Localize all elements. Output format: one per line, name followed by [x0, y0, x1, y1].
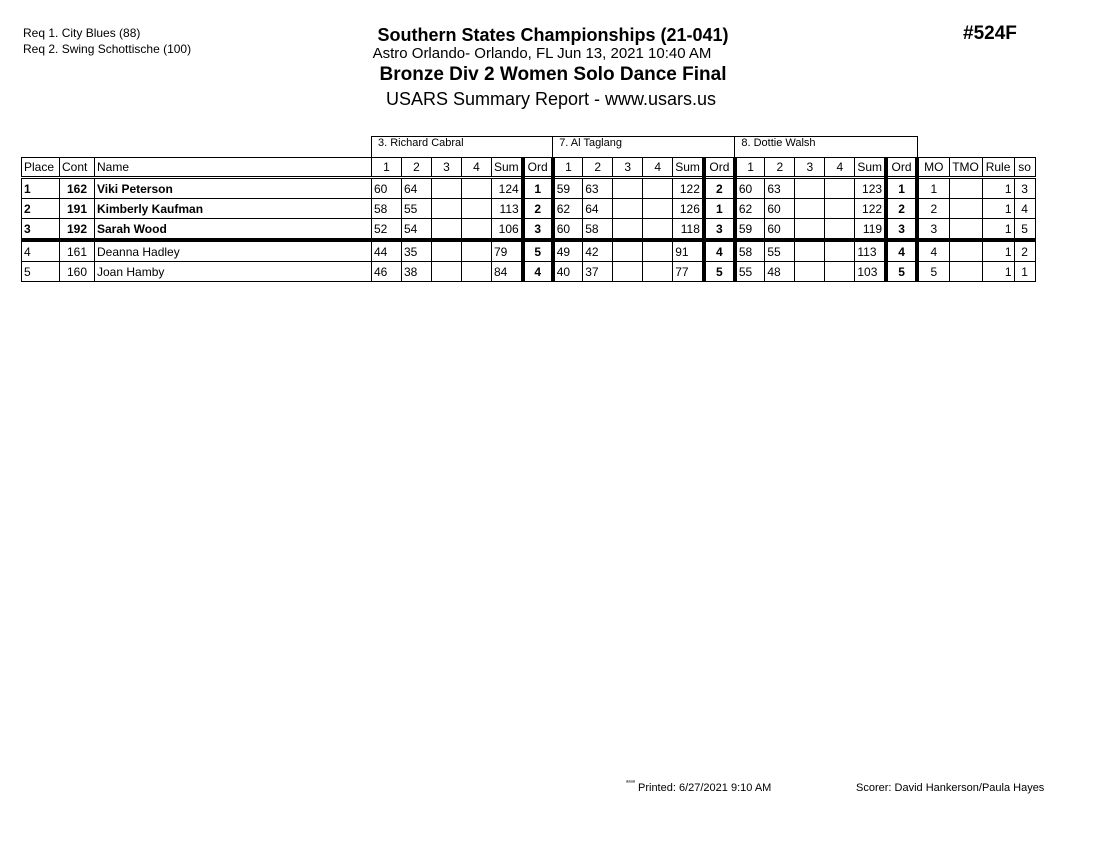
name-cell: Joan Hamby	[95, 262, 372, 282]
col-mo: MO	[917, 158, 949, 178]
j3-sum-cell: 123	[855, 178, 886, 199]
j1-score2-cell: 38	[402, 262, 432, 282]
name-cell: Sarah Wood	[95, 219, 372, 241]
col-j2-s1: 1	[553, 158, 583, 178]
j2-score1-cell: 59	[553, 178, 583, 199]
j3-score3-cell	[795, 199, 825, 219]
j1-score2-cell: 54	[402, 219, 432, 241]
results-body	[22, 178, 1036, 282]
j3-score3-cell	[795, 178, 825, 199]
j2-score2-cell: 42	[583, 240, 613, 262]
rule-cell: 1	[982, 240, 1014, 262]
mo-cell: 5	[917, 262, 949, 282]
col-j1-s4: 4	[462, 158, 492, 178]
col-j1-sum: Sum	[492, 158, 523, 178]
j1-ordinal-cell: 2	[523, 199, 553, 219]
col-j1-s3: 3	[432, 158, 462, 178]
j2-score3-cell	[613, 178, 643, 199]
column-header-row	[22, 158, 1036, 178]
col-j1-s2: 2	[402, 158, 432, 178]
j1-score3-cell	[432, 219, 462, 241]
judge-3-name: 8. Dottie Walsh	[735, 137, 917, 158]
j3-ordinal-cell: 3	[886, 219, 917, 241]
judge-header-row	[22, 137, 1036, 158]
col-j2-s2: 2	[583, 158, 613, 178]
j1-score1-cell: 46	[372, 262, 402, 282]
col-rule: Rule	[982, 158, 1014, 178]
col-j2-sum: Sum	[673, 158, 704, 178]
name-cell: Deanna Hadley	[95, 240, 372, 262]
name-cell: Viki Peterson	[95, 178, 372, 199]
competition-title-text: Southern States Championships (21-041)	[377, 25, 729, 45]
judge-2-name: 7. Al Taglang	[553, 137, 735, 158]
j1-ordinal-cell: 1	[523, 178, 553, 199]
j2-score1-cell: 60	[553, 219, 583, 241]
j3-score4-cell	[825, 178, 855, 199]
tmo-cell	[949, 240, 982, 262]
j3-score2-cell: 60	[765, 199, 795, 219]
j2-score4-cell	[643, 178, 673, 199]
j3-score3-cell	[795, 240, 825, 262]
j1-score1-cell: 44	[372, 240, 402, 262]
scorer-info: Scorer: David Hankerson/Paula Hayes	[856, 782, 1045, 794]
table-row	[22, 262, 1036, 282]
j3-score3-cell	[795, 219, 825, 241]
j1-score1-cell: 52	[372, 219, 402, 241]
report-title-text: USARS Summary Report - www.usars.us	[385, 89, 717, 109]
j2-score3-cell	[613, 262, 643, 282]
tmo-cell	[949, 219, 982, 241]
tmo-cell	[949, 262, 982, 282]
j3-score4-cell	[825, 240, 855, 262]
judge-header-spacer	[22, 137, 372, 158]
j1-score2-cell: 35	[402, 240, 432, 262]
j2-ordinal-cell: 5	[704, 262, 735, 282]
event-code: #524F	[963, 23, 1017, 44]
j2-score3-cell	[613, 219, 643, 241]
j1-ordinal-cell: 3	[523, 219, 553, 241]
cont-cell: 160	[60, 262, 95, 282]
j3-ordinal-cell: 2	[886, 199, 917, 219]
place-cell: 4	[22, 240, 60, 262]
j3-sum-cell: 103	[855, 262, 886, 282]
col-j3-s1: 1	[735, 158, 765, 178]
table-row	[22, 240, 1036, 262]
j1-sum-cell: 84	[492, 262, 523, 282]
j2-score4-cell	[643, 199, 673, 219]
table-row	[22, 199, 1036, 219]
j2-score2-cell: 64	[583, 199, 613, 219]
j1-score1-cell: 60	[372, 178, 402, 199]
j3-score1-cell: 55	[735, 262, 765, 282]
j2-sum-cell: 118	[673, 219, 704, 241]
col-cont: Cont	[60, 158, 95, 178]
j1-score4-cell	[462, 199, 492, 219]
event-title-text: Bronze Div 2 Women Solo Dance Final	[379, 64, 727, 85]
j3-score2-cell: 63	[765, 178, 795, 199]
j3-score2-cell: 55	[765, 240, 795, 262]
col-j2-s3: 3	[613, 158, 643, 178]
j1-ordinal-cell: 5	[523, 240, 553, 262]
col-j3-s4: 4	[825, 158, 855, 178]
so-cell: 5	[1014, 219, 1035, 241]
j3-sum-cell: 113	[855, 240, 886, 262]
j2-ordinal-cell: 2	[704, 178, 735, 199]
venue-date-text: Astro Orlando- Orlando, FL Jun 13, 2021 10:40 AM	[372, 45, 712, 62]
rule-cell: 1	[982, 199, 1014, 219]
j1-sum-cell: 113	[492, 199, 523, 219]
j1-score4-cell	[462, 240, 492, 262]
j2-ordinal-cell: 4	[704, 240, 735, 262]
j2-ordinal-cell: 3	[704, 219, 735, 241]
place-cell: 5	[22, 262, 60, 282]
j2-score2-cell: 37	[583, 262, 613, 282]
place-cell: 3	[22, 219, 60, 241]
cont-cell: 162	[60, 178, 95, 199]
so-cell: 4	[1014, 199, 1035, 219]
j2-sum-cell: 126	[673, 199, 704, 219]
mo-cell: 1	[917, 178, 949, 199]
j2-score2-cell: 63	[583, 178, 613, 199]
j2-score4-cell	[643, 240, 673, 262]
table-row	[22, 178, 1036, 199]
j2-score2-cell: 58	[583, 219, 613, 241]
j3-score1-cell: 58	[735, 240, 765, 262]
j2-sum-cell: 91	[673, 240, 704, 262]
requirement-2: Req 2. Swing Schottische (100)	[23, 42, 192, 56]
j3-ordinal-cell: 1	[886, 178, 917, 199]
j3-sum-cell: 122	[855, 199, 886, 219]
j3-ordinal-cell: 5	[886, 262, 917, 282]
j2-sum-cell: 77	[673, 262, 704, 282]
j1-score4-cell	[462, 178, 492, 199]
j1-ordinal-cell: 4	[523, 262, 553, 282]
cont-cell: 191	[60, 199, 95, 219]
rule-cell: 1	[982, 178, 1014, 199]
col-name: Name	[95, 158, 372, 178]
so-cell: 2	[1014, 240, 1035, 262]
cont-cell: 192	[60, 219, 95, 241]
print-mark: ᵃᵃᵃᵃ	[626, 780, 635, 786]
j1-score1-cell: 58	[372, 199, 402, 219]
so-cell: 1	[1014, 262, 1035, 282]
col-place: Place	[22, 158, 60, 178]
col-j3-sum: Sum	[855, 158, 886, 178]
j3-score4-cell	[825, 219, 855, 241]
j1-sum-cell: 79	[492, 240, 523, 262]
j1-score4-cell	[462, 219, 492, 241]
j1-score3-cell	[432, 199, 462, 219]
so-cell: 3	[1014, 178, 1035, 199]
j3-score4-cell	[825, 199, 855, 219]
judge-1-name: 3. Richard Cabral	[372, 137, 553, 158]
j2-ordinal-cell: 1	[704, 199, 735, 219]
tmo-cell	[949, 178, 982, 199]
j1-sum-cell: 106	[492, 219, 523, 241]
j3-score1-cell: 60	[735, 178, 765, 199]
printed-timestamp: Printed: 6/27/2021 9:10 AM	[638, 782, 772, 794]
tmo-cell	[949, 199, 982, 219]
col-j2-s4: 4	[643, 158, 673, 178]
j3-sum-cell: 119	[855, 219, 886, 241]
judge-header-spacer-right	[917, 137, 1035, 158]
j3-score2-cell: 48	[765, 262, 795, 282]
requirement-1: Req 1. City Blues (88)	[23, 26, 141, 40]
col-j1-ord: Ord	[523, 158, 553, 178]
col-j2-ord: Ord	[704, 158, 735, 178]
j2-score1-cell: 49	[553, 240, 583, 262]
j1-score3-cell	[432, 262, 462, 282]
j3-score1-cell: 62	[735, 199, 765, 219]
col-tmo: TMO	[949, 158, 982, 178]
j1-score4-cell	[462, 262, 492, 282]
j3-score4-cell	[825, 262, 855, 282]
j2-score3-cell	[613, 199, 643, 219]
j3-score3-cell	[795, 262, 825, 282]
mo-cell: 2	[917, 199, 949, 219]
printed-info	[626, 782, 771, 794]
j2-score1-cell: 62	[553, 199, 583, 219]
results-table	[21, 136, 1036, 282]
table-row	[22, 219, 1036, 241]
col-j3-s3: 3	[795, 158, 825, 178]
rule-cell: 1	[982, 219, 1014, 241]
mo-cell: 4	[917, 240, 949, 262]
rule-cell: 1	[982, 262, 1014, 282]
j1-score3-cell	[432, 240, 462, 262]
j3-score1-cell: 59	[735, 219, 765, 241]
j3-score2-cell: 60	[765, 219, 795, 241]
col-j1-s1: 1	[372, 158, 402, 178]
j1-score2-cell: 64	[402, 178, 432, 199]
cont-cell: 161	[60, 240, 95, 262]
mo-cell: 3	[917, 219, 949, 241]
j2-score4-cell	[643, 219, 673, 241]
place-cell: 1	[22, 178, 60, 199]
j3-ordinal-cell: 4	[886, 240, 917, 262]
col-j3-ord: Ord	[886, 158, 917, 178]
j2-score1-cell: 40	[553, 262, 583, 282]
j2-sum-cell: 122	[673, 178, 704, 199]
j1-sum-cell: 124	[492, 178, 523, 199]
j1-score2-cell: 55	[402, 199, 432, 219]
col-so: so	[1014, 158, 1035, 178]
place-cell: 2	[22, 199, 60, 219]
j2-score3-cell	[613, 240, 643, 262]
j1-score3-cell	[432, 178, 462, 199]
name-cell: Kimberly Kaufman	[95, 199, 372, 219]
j2-score4-cell	[643, 262, 673, 282]
col-j3-s2: 2	[765, 158, 795, 178]
